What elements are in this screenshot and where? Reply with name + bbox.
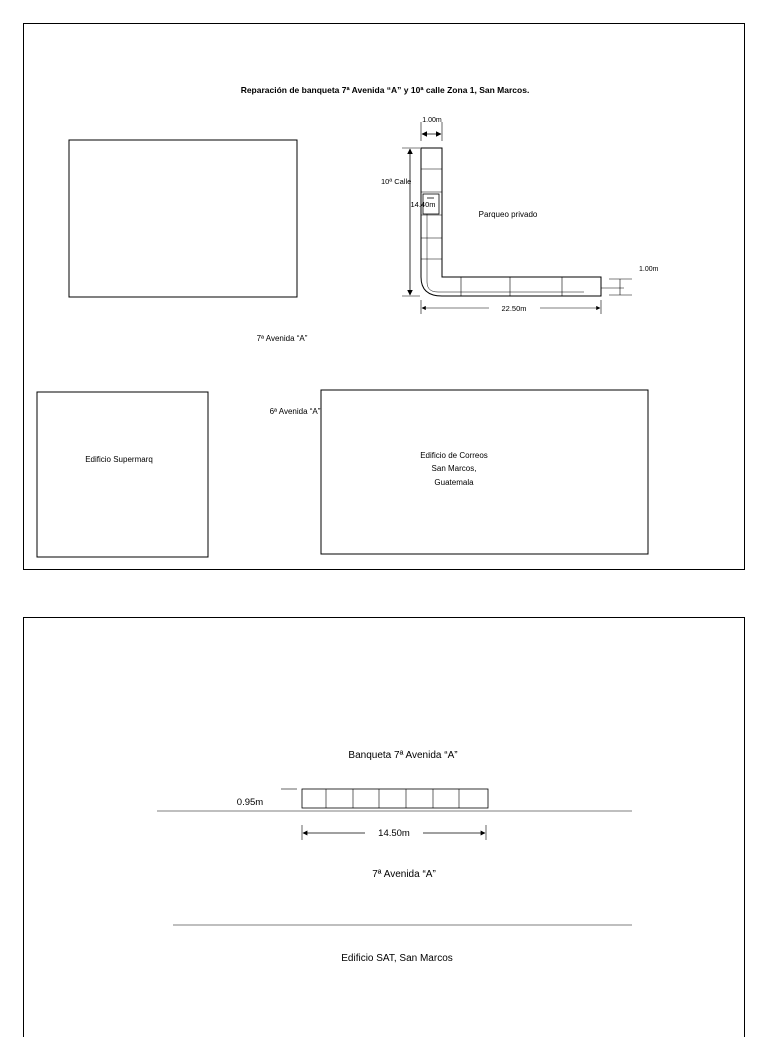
dim-width-label: 0.95m xyxy=(236,797,264,808)
building-post-line-3: Guatemala xyxy=(434,478,474,487)
building-supermarket xyxy=(37,392,208,557)
building-supermarket-label: Edificio Supermarq xyxy=(85,455,153,464)
building-top-left xyxy=(69,140,297,297)
dim-horizontal-label: 22.50m xyxy=(501,304,527,313)
building-post-office xyxy=(321,390,648,554)
l-shaped-sidewalk xyxy=(421,148,624,296)
avenue-6a-label: 6ª Avenida “A” xyxy=(269,407,321,416)
dim-width-top: 1.00m xyxy=(422,117,442,124)
parking-label: Parqueo privado xyxy=(478,210,538,219)
building-post-line-2: San Marcos, xyxy=(431,464,477,473)
sidewalk-section-drawing xyxy=(24,618,746,1025)
street-10-label: 10ª Calle xyxy=(381,177,412,186)
sidewalk-segment xyxy=(302,789,488,808)
building-post-line-1: Edificio de Correos xyxy=(420,451,488,460)
site-plan-panel xyxy=(23,23,745,570)
dim-width-right: 1.00m xyxy=(639,266,659,273)
sidewalk-section-panel xyxy=(23,617,745,1037)
site-plan-title: Reparación de banqueta 7ª Avenida “A” y 10ª calle Zona 1, San Marcos. xyxy=(240,85,530,95)
avenue-label: 7ª Avenida “A” xyxy=(372,869,436,880)
sidewalk-title: Banqueta 7ª Avenida “A” xyxy=(348,750,458,761)
dim-vertical-label: 14.40m xyxy=(410,200,436,209)
dim-length-label: 14.50m xyxy=(378,828,410,839)
avenue-7a-label: 7ª Avenida “A” xyxy=(256,334,308,343)
site-plan-drawing xyxy=(24,24,746,571)
building-sat-label: Edificio SAT, San Marcos xyxy=(341,953,453,964)
